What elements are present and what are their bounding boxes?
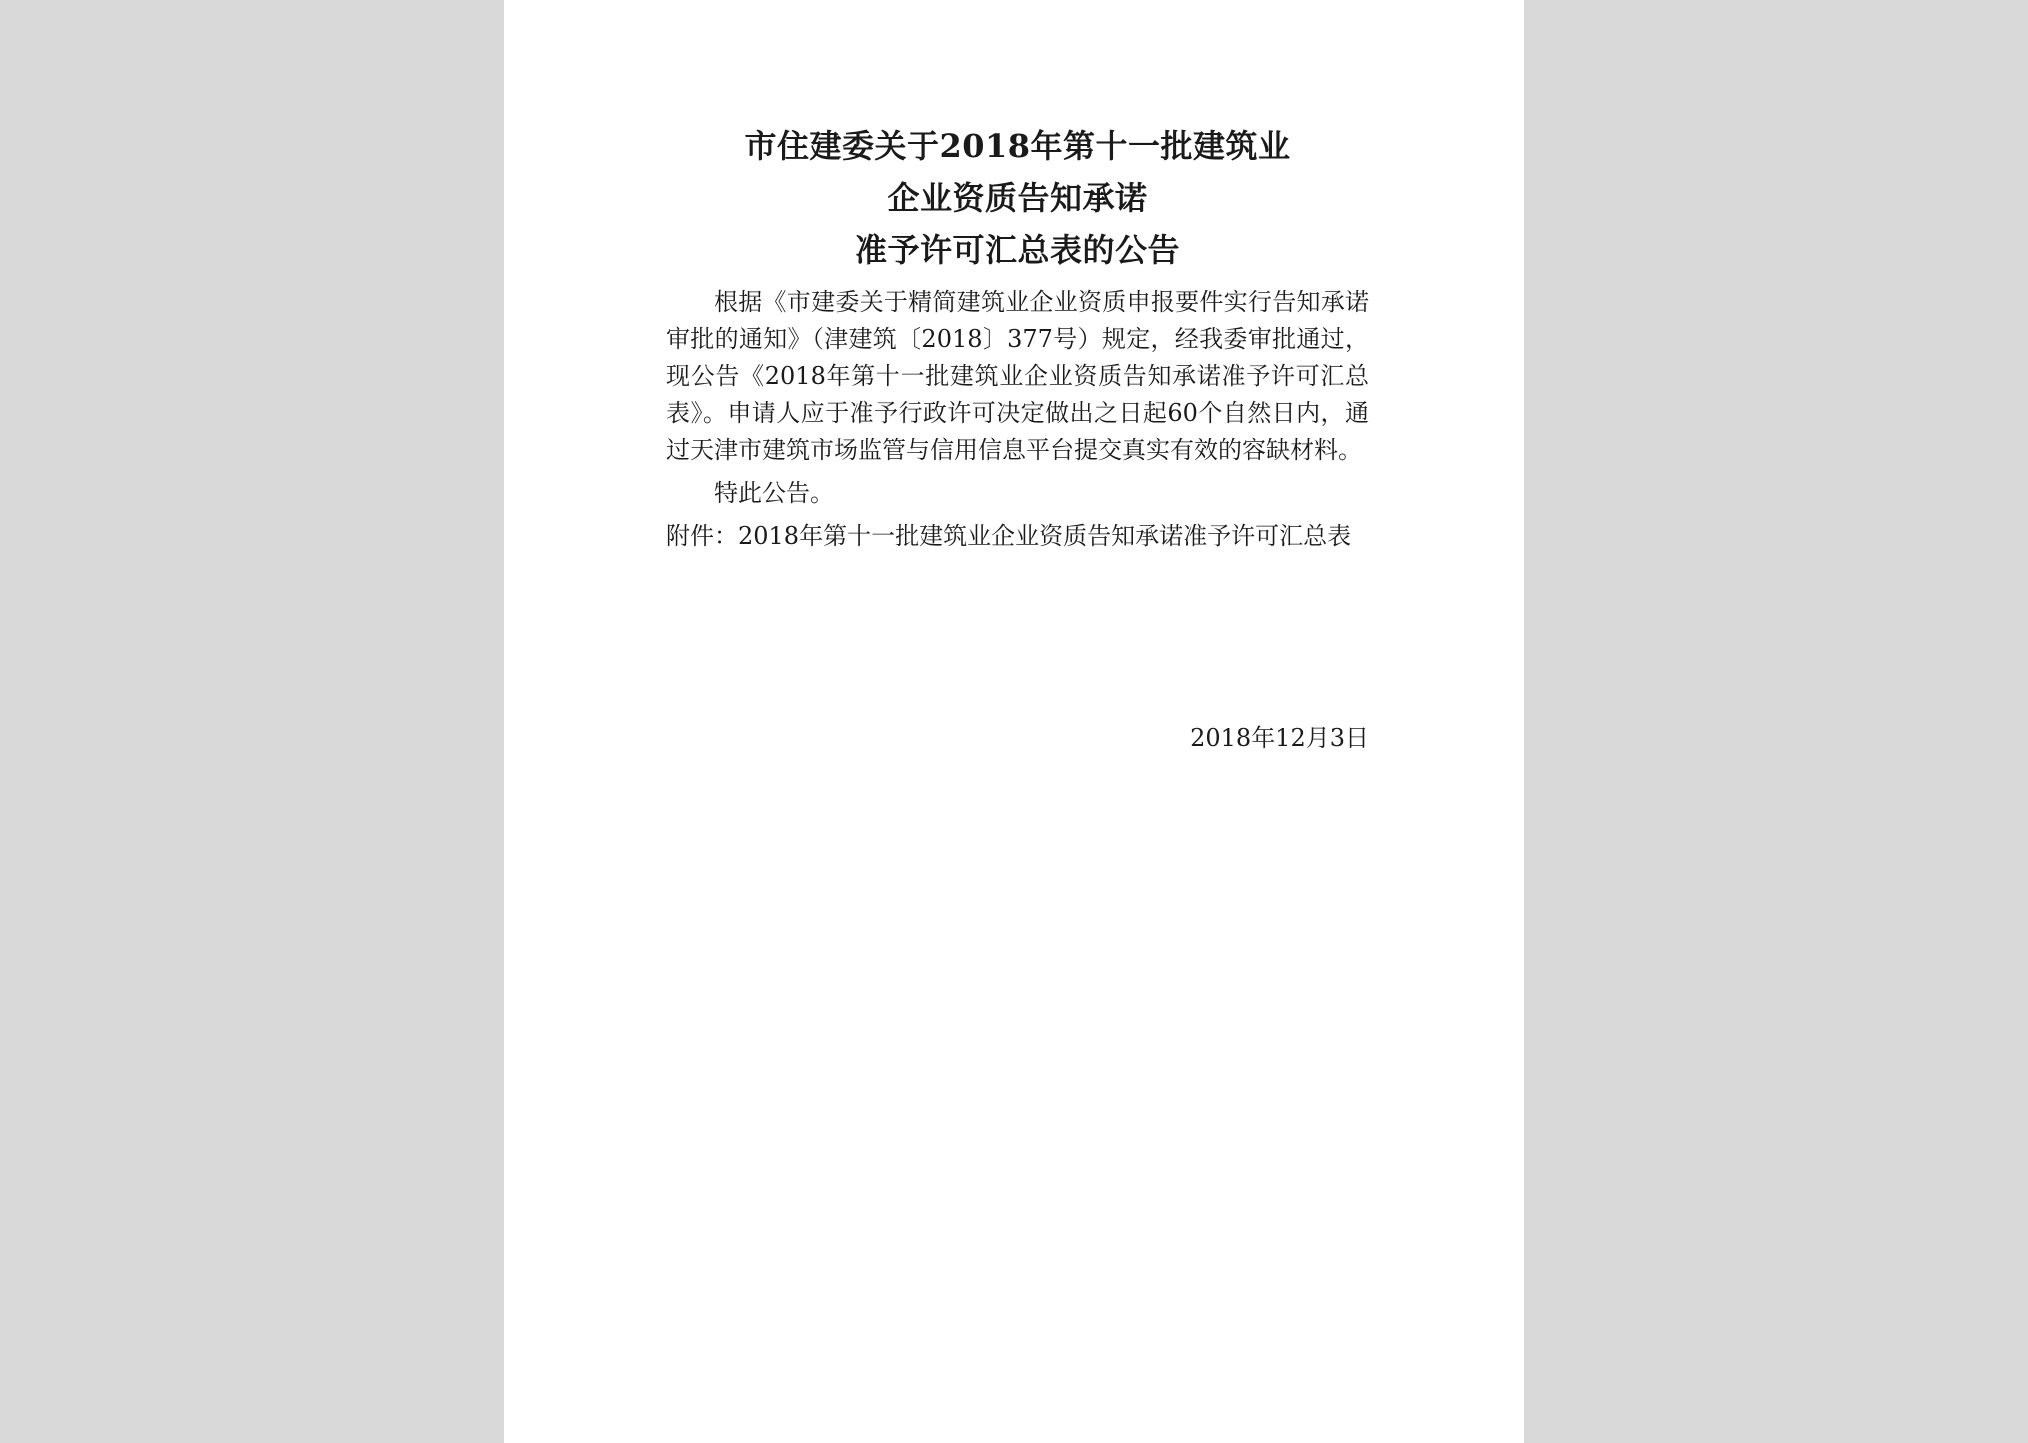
document-title <box>666 120 1369 276</box>
closing-text: 特此公告。 <box>714 479 834 507</box>
body-paragraph: 根据《市建委关于精简建筑业企业资质申报要件实行告知承诺审批的通知》（津建筑〔2018〕377号）规定，经我委审批通过，现公告《2018年第十一批建筑业企业资质告知承诺准予许可汇总表》。申请人应于准予行政许可决定做出之日起60个自然日内，通过天津市建筑市场监管与信用信息平台提交真实有效的容缺材料。 <box>666 288 1369 464</box>
document-content <box>666 120 1369 752</box>
attachment-text: 附件：2018年第十一批建筑业企业资质告知承诺准予许可汇总表 <box>666 522 1352 550</box>
title-line-2: 企业资质告知承诺 <box>887 179 1148 217</box>
title-line-1: 市住建委关于2018年第十一批建筑业 <box>744 127 1291 165</box>
document-page <box>504 0 1524 1443</box>
document-date: 2018年12月3日 <box>1190 724 1369 752</box>
title-line-3: 准予许可汇总表的公告 <box>854 231 1180 269</box>
